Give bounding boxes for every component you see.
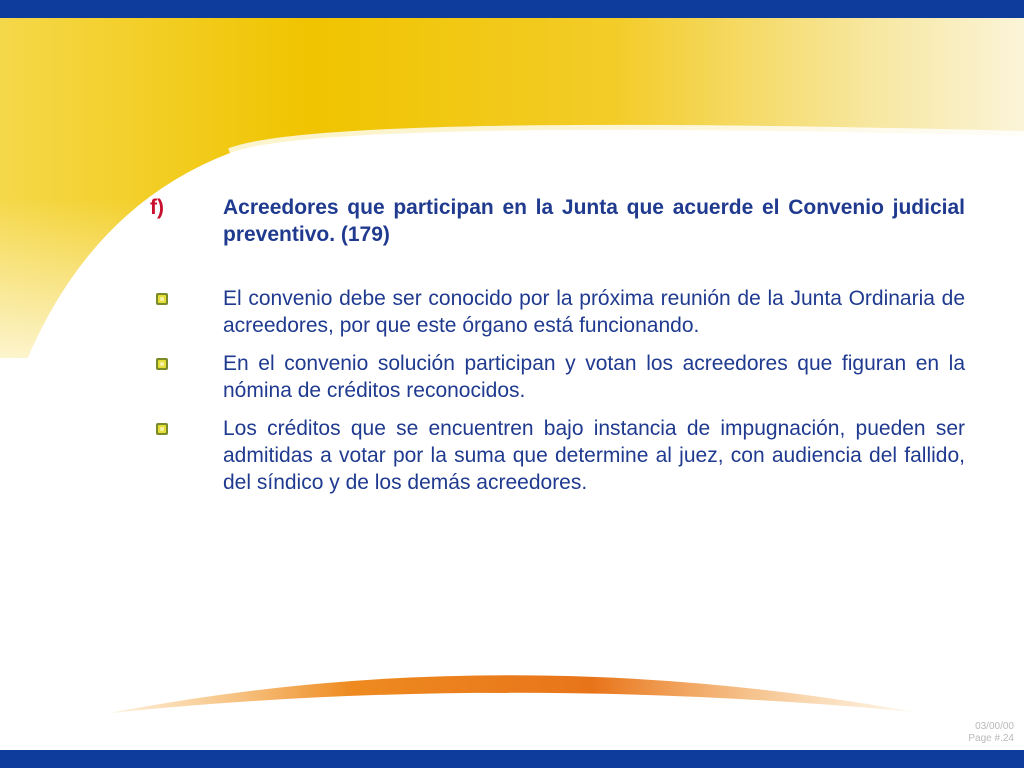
section-heading bbox=[150, 194, 965, 248]
bullet-list bbox=[150, 285, 965, 496]
bullet-icon bbox=[150, 350, 223, 404]
slide-content bbox=[150, 194, 965, 507]
heading-text: Acreedores que participan en la Junta que acuerde el Convenio judicial preventivo. (179) bbox=[223, 196, 965, 246]
list-item bbox=[150, 415, 965, 496]
footer-date: 03/00/00 bbox=[975, 721, 1014, 732]
bullet-icon bbox=[150, 285, 223, 339]
list-item bbox=[150, 350, 965, 404]
bullet-text: En el convenio solución participan y votan los acreedores que figuran en la nómina de créditos reconocidos. bbox=[223, 352, 965, 402]
bullet-icon bbox=[150, 415, 223, 496]
heading-marker: f) bbox=[150, 196, 164, 219]
bottom-bar bbox=[0, 750, 1024, 768]
bullet-text: El convenio debe ser conocido por la próxima reunión de la Junta Ordinaria de acreedores, por que este órgano está funcionando. bbox=[223, 287, 965, 337]
slide-footer bbox=[968, 721, 1014, 745]
top-bar bbox=[0, 0, 1024, 18]
footer-page-number: Page #.24 bbox=[968, 733, 1014, 744]
bullet-text: Los créditos que se encuentren bajo instancia de impugnación, pueden ser admitidas a votar por la suma que determine al juez, con audiencia del fallido, del síndico y de los demás acreedores. bbox=[223, 417, 965, 494]
list-item bbox=[150, 285, 965, 339]
